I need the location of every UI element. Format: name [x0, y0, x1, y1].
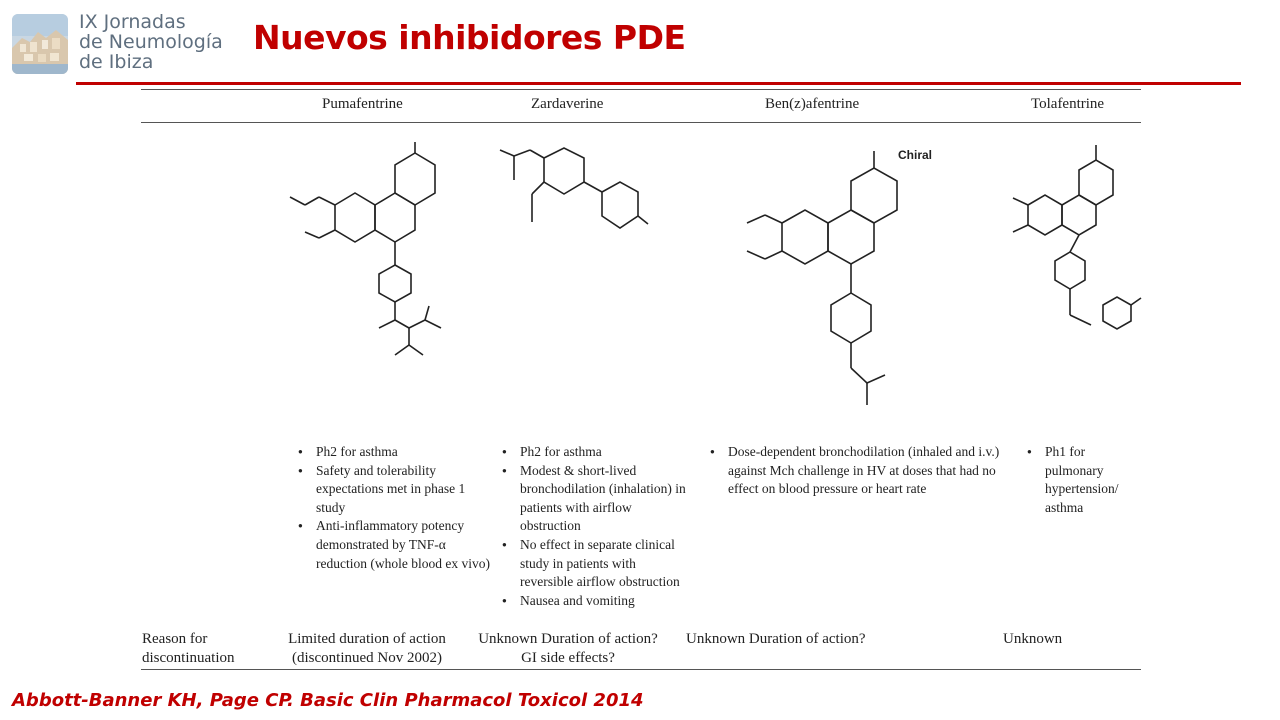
zardaverine-structure: [492, 140, 657, 260]
page-title: Nuevos inhibidores PDE: [253, 18, 686, 57]
table-top-rule: [141, 89, 1141, 90]
conference-line-3: de Ibiza: [79, 51, 154, 73]
column-header-pumafentrine: Pumafentrine: [322, 96, 403, 112]
citation: Abbott-Banner KH, Page CP. Basic Clin Pharmacol Toxicol 2014: [12, 690, 644, 711]
tolafentrine-structure: [1003, 140, 1143, 355]
list-item: ● Ph2 for asthma: [316, 443, 496, 462]
table-bottom-rule: [141, 669, 1141, 670]
list-item: ● Modest & short-lived bronchodilation (inhalation) in patients with airflow obstruction: [520, 462, 688, 536]
benzafentrine-structure: [737, 143, 927, 425]
discontinuation-label: Reason for discontinuation: [142, 631, 235, 666]
conference-name: [79, 12, 223, 72]
tolafentrine-notes: [1025, 443, 1143, 517]
discontinuation-zardaverine: Unknown Duration of action? GI side effects?: [478, 631, 658, 666]
list-item: ● Ph1 for pulmonary hypertension/ asthma: [1045, 443, 1143, 517]
column-header-zardaverine: Zardaverine: [531, 96, 604, 112]
list-item: ● Safety and tolerability expectations met in phase 1 study: [316, 462, 496, 518]
title-divider: [76, 82, 1241, 85]
chiral-label: Chiral: [898, 148, 933, 162]
conference-line-1: IX Jornadas: [79, 11, 186, 33]
list-item: ● Nausea and vomiting: [520, 592, 688, 611]
discontinuation-tolafentrine: Unknown: [1003, 631, 1063, 647]
column-header-tolafentrine: Tolafentrine: [1031, 96, 1105, 112]
discontinuation-pumafentrine: Limited duration of action (discontinued Nov 2002): [288, 631, 446, 666]
list-item: ● Anti-inflammatory potency demonstrated by TNF-α reduction (whole blood ex vivo): [316, 517, 496, 573]
pumafentrine-structure: [285, 140, 470, 365]
conference-logo: [12, 14, 68, 74]
list-item: ● No effect in separate clinical study in patients with reversible airflow obstruction: [520, 536, 688, 592]
table-header-rule: [141, 122, 1141, 123]
pumafentrine-notes: [296, 443, 496, 573]
discontinuation-benzafentrine: Unknown Duration of action?: [686, 631, 866, 647]
conference-line-2: de Neumología: [79, 31, 223, 53]
zardaverine-notes: [500, 443, 688, 610]
list-item: ● Ph2 for asthma: [520, 443, 688, 462]
list-item: ● Dose-dependent bronchodilation (inhaled and i.v.) against Mch challenge in HV at doses that had no effect on blood pressure or heart rate: [728, 443, 1008, 499]
benzafentrine-notes: [708, 443, 1008, 499]
column-header-benzafentrine: Ben(z)afentrine: [765, 96, 860, 112]
